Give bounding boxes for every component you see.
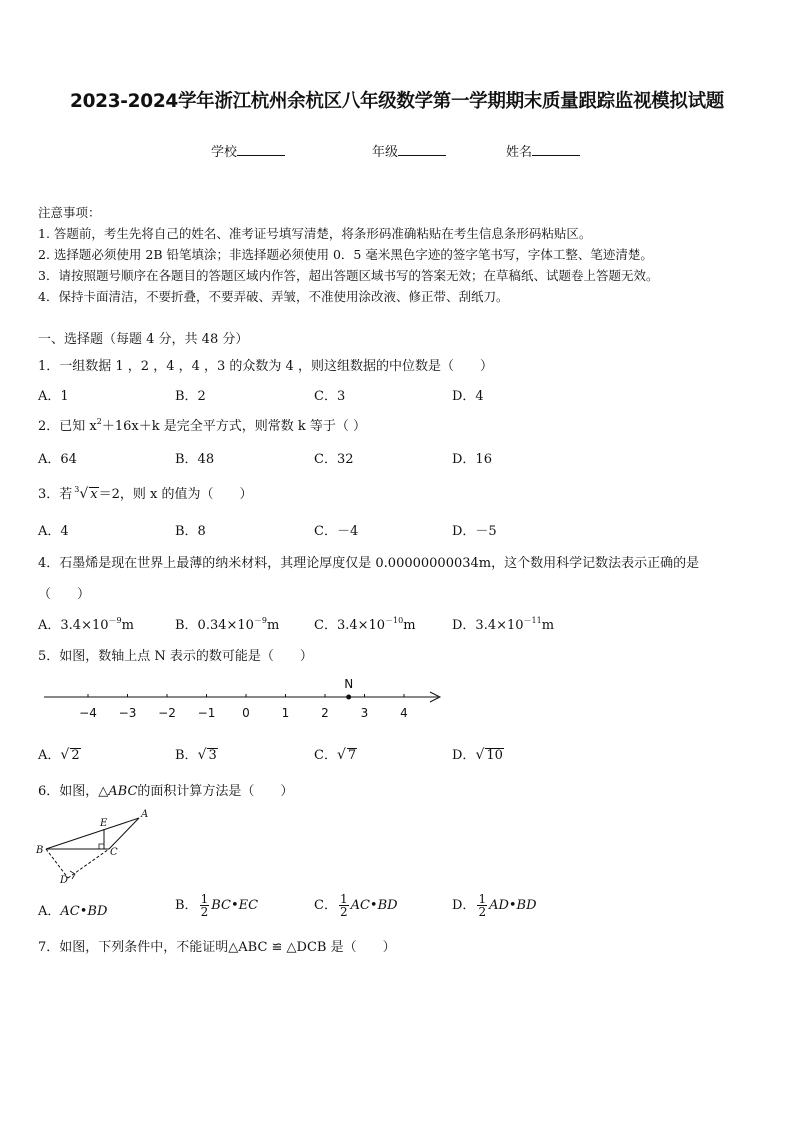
point-n <box>346 695 351 700</box>
q3-option-a: A．4 <box>38 524 69 539</box>
q4-option-a: A．$3.4\times 10^{-9}m$ <box>38 616 134 633</box>
point-n-label: N <box>344 677 354 691</box>
q4-option-d: D．$3.4\times 10^{-11}m$ <box>452 616 555 633</box>
q5-option-a: A．√ 2 <box>38 747 80 763</box>
number-line-tick-label: −4 <box>79 706 97 720</box>
school-field: 学校 <box>211 141 285 160</box>
question-4: 4．石墨烯是现在世界上最薄的纳米材料，其理论厚度仅是 0.00000000034m，这个数用科学记数法表示正确的是 <box>38 556 700 571</box>
q1-option-b: B．2 <box>175 389 206 404</box>
q1-option-c: C．3 <box>314 389 346 404</box>
note-item: 2. 选择题必须使用 2B 铅笔填涂；非选择题必须使用 0．5 毫米黑色字迹的签字笔书写，字体工整、笔迹清楚。 <box>38 247 653 262</box>
note-item: 3．请按照题号顺序在各题目的答题区域内作答，超出答题区域书写的答案无效；在草稿纸、试题卷上答题无效。 <box>38 268 659 283</box>
number-line-tick-label: 2 <box>321 706 329 720</box>
question-1: 1．一组数据 1 ，2 ，4 ，4 ，3 的众数为 4 ，则这组数据的中位数是（ ） <box>38 359 493 374</box>
triangle-figure <box>34 805 154 887</box>
note-item: 4．保持卡面清洁，不要折叠，不要弄破、弄皱，不准使用涂改液、修正带、刮纸刀。 <box>38 289 509 304</box>
number-line-tick-label: 1 <box>281 706 290 720</box>
q6-option-b: B． $\frac{1}{2}$ BC•EC <box>175 892 259 919</box>
q1-option-d: D．4 <box>452 389 484 404</box>
question-6: 6．如图，△ABC的面积计算方法是（ ） <box>38 784 294 799</box>
q5-option-d: D．√ 10 <box>452 747 503 763</box>
notes-heading: 注意事项： <box>38 205 101 220</box>
q1-option-a: A．1 <box>38 389 69 404</box>
page-title: 2023-2024学年浙江杭州余杭区八年级数学第一学期期末质量跟踪监视模拟试题 <box>70 91 724 112</box>
number-line-tick-label: −3 <box>118 706 137 720</box>
question-2: 2．已知 $x^2+16x+k$ 是完全平方式，则常数 k 等于（ ） <box>38 417 367 434</box>
number-line-figure <box>40 672 450 724</box>
number-line-tick-label: 0 <box>242 706 250 720</box>
q5-option-b: B．√ 3 <box>175 747 217 763</box>
vertex-b-label: B <box>36 845 44 856</box>
question-3: 3．若 $^3$√ x＝2，则 x 的值为（ ） <box>38 485 253 502</box>
q3-option-b: B．8 <box>175 524 206 539</box>
number-line-tick-label: −2 <box>158 706 176 720</box>
right-angle-mark <box>99 844 104 849</box>
number-line-tick-label: −1 <box>197 706 216 720</box>
q6-option-d: D． $\frac{1}{2}$ AD•BD <box>452 892 537 919</box>
note-item: 1. 答题前，考生先将自己的姓名、准考证号填写清楚，将条形码准确粘贴在考生信息条形码粘贴区。 <box>38 226 592 241</box>
segment-ab <box>46 818 139 849</box>
vertex-e-label: E <box>100 818 108 829</box>
q2-option-a: A．64 <box>38 452 77 467</box>
question-5: 5．如图，数轴上点 N 表示的数可能是（ ） <box>38 649 313 664</box>
grade-field: 年级 <box>372 141 446 160</box>
q2-option-d: D．16 <box>452 452 492 467</box>
vertex-d-label: D <box>60 875 69 886</box>
question-7: 7．如图，下列条件中，不能证明△ABC ≌ △DCB 是（ ） <box>38 940 396 955</box>
name-field: 姓名 <box>506 141 580 160</box>
q5-option-c: C．√ 7 <box>314 747 357 763</box>
q4-option-b: B．$0.34\times 10^{-9}m$ <box>175 616 280 633</box>
segment-bd <box>46 849 68 878</box>
q2-option-c: C．32 <box>314 452 354 467</box>
section-heading: 一、选择题（每题 4 分，共 48 分） <box>38 332 249 347</box>
q4-option-c: C．$3.4\times 10^{-10}m$ <box>314 616 416 633</box>
vertex-c-label: C <box>110 847 118 858</box>
q3-option-d: D．－5 <box>452 524 497 539</box>
q2-option-b: B．48 <box>175 452 215 467</box>
q6-option-c: C． $\frac{1}{2}$ AC•BD <box>314 892 398 919</box>
q6-option-a: A．AC•BD <box>38 904 108 919</box>
q3-option-c: C．－4 <box>314 524 359 539</box>
question-4-paren: （ ） <box>38 587 91 602</box>
number-line-tick-label: 3 <box>360 706 369 720</box>
number-line-tick-label: 4 <box>400 706 408 720</box>
vertex-a-label: A <box>141 809 149 820</box>
